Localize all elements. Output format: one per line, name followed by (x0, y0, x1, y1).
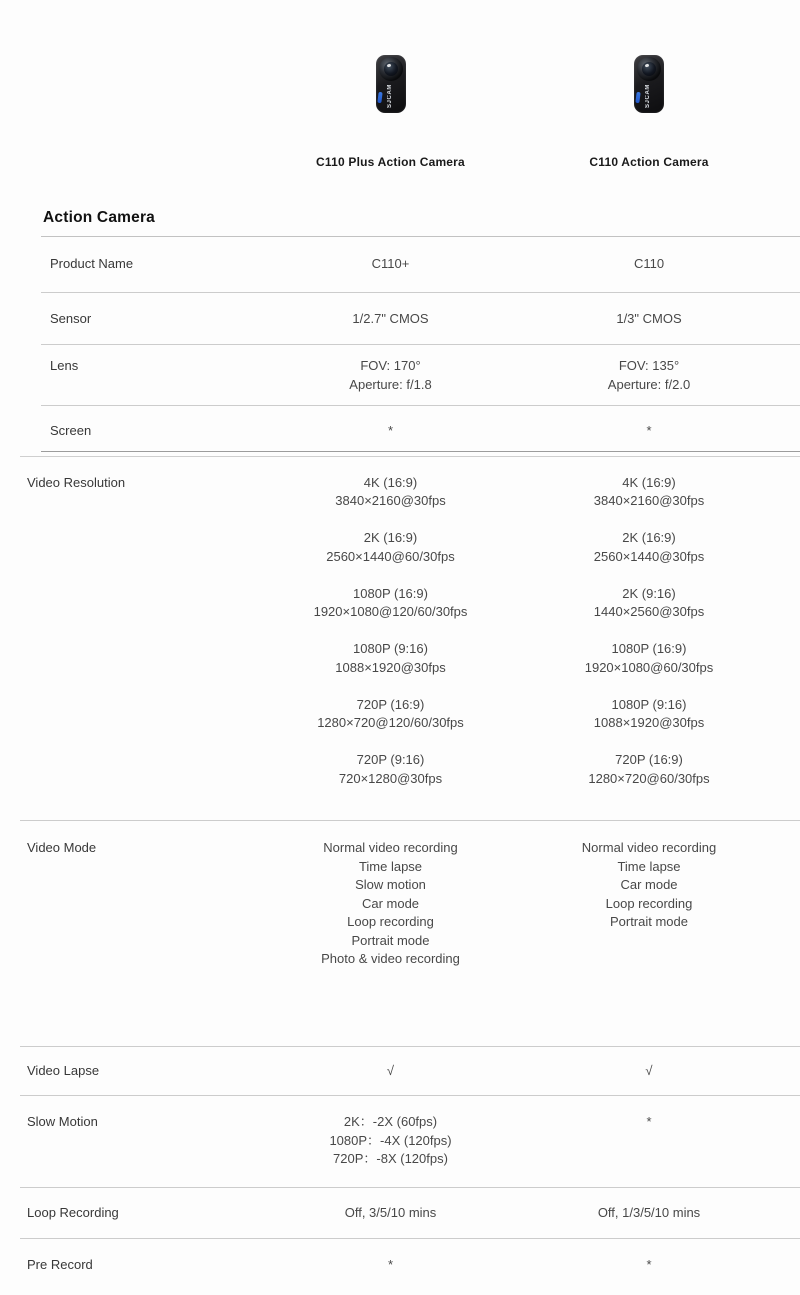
value-line: 1080P：-4X (120fps) (329, 1132, 452, 1148)
row-label: Video Resolution (27, 474, 126, 490)
camera-accent-stripe (635, 92, 640, 103)
value-line: 3840×2160@30fps (593, 493, 705, 508)
row-label: Screen (50, 423, 92, 438)
value-line: √ (386, 1062, 395, 1078)
row-label: Product Name (50, 256, 134, 271)
row-value-c110 (498, 310, 800, 329)
camera-product-image (374, 55, 408, 113)
value-line: 1440×2560@30fps (593, 604, 705, 619)
value-line: FOV: 170° (360, 358, 421, 373)
value-line: 720P (16:9) (615, 752, 683, 767)
value-line: 1920×1080@120/60/30fps (313, 604, 468, 619)
spec-row (20, 1188, 800, 1240)
value-line: 1088×1920@30fps (593, 715, 705, 730)
value-line: Portrait mode (609, 914, 689, 929)
value-line: Off, 3/5/10 mins (344, 1204, 437, 1220)
spec-row (20, 457, 800, 822)
spec-row (20, 1047, 800, 1097)
value-line: 720×1280@30fps (338, 770, 443, 786)
row-value-c110 (498, 422, 800, 441)
value-line: Normal video recording (323, 840, 458, 855)
value-line: Slow motion (355, 877, 426, 892)
value-line: 2K (9:16) (622, 585, 676, 601)
value-line: Loop recording (347, 914, 434, 929)
row-value-c110 (498, 1062, 800, 1081)
value-line: 720P (16:9) (356, 696, 425, 712)
spec-row (41, 293, 800, 346)
row-value-c110-plus (283, 1256, 498, 1275)
row-value-c110-plus (283, 357, 498, 394)
value-line: Loop recording (605, 895, 693, 911)
row-value-c110 (498, 839, 800, 969)
value-line: Car mode (620, 877, 678, 892)
specs-table (20, 457, 800, 1295)
row-value-c110 (498, 357, 800, 394)
value-line: 1280×720@120/60/30fps (317, 715, 464, 730)
value-line: 1080P (9:16) (353, 641, 428, 656)
product-caption: C110 Plus Action Camera (316, 155, 465, 169)
spec-row (41, 406, 800, 452)
value-line: 3840×2160@30fps (335, 493, 446, 508)
value-line: Off, 1/3/5/10 mins (597, 1204, 701, 1220)
value-line: 1080P (16:9) (353, 585, 428, 601)
spec-row (41, 237, 800, 293)
specs-section (20, 457, 800, 1295)
row-label: Pre Record (27, 1257, 93, 1272)
camera-lens-icon (379, 57, 403, 81)
row-label: Sensor (50, 310, 92, 326)
value-line: 2K (16:9) (622, 530, 676, 545)
value-line: * (387, 423, 394, 438)
value-line: Car mode (361, 895, 420, 911)
camera-body (376, 55, 406, 113)
value-line: Time lapse (617, 858, 681, 874)
camera-accent-stripe (377, 92, 382, 103)
value-line: Aperture: f/2.0 (607, 376, 691, 392)
row-value-c110 (498, 1204, 800, 1223)
value-line: C110 (633, 256, 665, 271)
row-value-c110-plus (283, 839, 498, 969)
value-line: Normal video recording (581, 840, 717, 855)
value-line: 1080P (16:9) (611, 641, 687, 656)
value-line: 4K (16:9) (363, 474, 418, 490)
spec-row (20, 1096, 800, 1188)
value-line: 720P (9:16) (356, 752, 425, 767)
value-line: 1920×1080@60/30fps (584, 659, 714, 675)
header-spacer (41, 55, 283, 170)
row-value-c110-plus (283, 474, 498, 789)
value-line: C110+ (371, 256, 410, 271)
value-line: * (387, 1257, 394, 1272)
value-line: 2560×1440@30fps (593, 548, 705, 564)
value-line: 1088×1920@30fps (335, 659, 446, 675)
value-line: Time lapse (358, 858, 423, 874)
value-line: √ (645, 1062, 653, 1078)
value-line: FOV: 135° (618, 358, 680, 373)
row-label: Video Lapse (27, 1062, 100, 1078)
row-value-c110 (498, 474, 800, 789)
row-value-c110-plus (283, 422, 498, 441)
action-camera-table (41, 237, 800, 452)
value-line: 1/2.7" CMOS (352, 310, 429, 326)
section-title: Action Camera (41, 208, 800, 237)
camera-body (634, 55, 664, 113)
row-value-c110-plus (283, 1113, 498, 1169)
spec-row (20, 1239, 800, 1295)
product-column-c110 (498, 55, 800, 170)
value-line: * (646, 423, 652, 438)
row-value-c110-plus (283, 1204, 498, 1223)
value-line: 1/3" CMOS (616, 310, 682, 326)
row-value-c110-plus (283, 255, 498, 274)
value-line: 2560×1440@60/30fps (326, 548, 455, 564)
value-line: 720P：-8X (120fps) (333, 1151, 448, 1166)
spec-row (41, 345, 800, 406)
brand-logo: SJCAM (645, 84, 651, 109)
value-line: Aperture: f/1.8 (349, 376, 432, 392)
value-line: * (646, 1257, 652, 1272)
row-label: Video Mode (27, 840, 97, 855)
value-line: 1280×720@60/30fps (588, 770, 710, 786)
row-label: Slow Motion (27, 1114, 98, 1129)
value-line: 2K (16:9) (363, 530, 418, 545)
product-caption: C110 Action Camera (589, 155, 709, 169)
value-line: 2K：-2X (60fps) (343, 1114, 438, 1129)
camera-product-image (632, 55, 666, 113)
row-label: Lens (50, 358, 79, 373)
value-line: * (646, 1114, 652, 1129)
products-header (41, 0, 800, 170)
spec-row (20, 821, 800, 1047)
row-value-c110 (498, 1256, 800, 1275)
row-label: Loop Recording (27, 1204, 119, 1220)
value-line: 1080P (9:16) (611, 696, 687, 712)
camera-lens-icon (637, 57, 661, 81)
row-value-c110 (498, 1113, 800, 1169)
row-value-c110-plus (283, 1062, 498, 1081)
product-column-c110-plus (283, 55, 498, 170)
row-value-c110-plus (283, 310, 498, 329)
row-value-c110 (498, 255, 800, 274)
value-line: Photo & video recording (321, 951, 460, 966)
action-camera-section (41, 208, 800, 452)
value-line: 4K (16:9) (622, 474, 676, 490)
brand-logo: SJCAM (386, 84, 393, 109)
value-line: Portrait mode (351, 932, 430, 948)
